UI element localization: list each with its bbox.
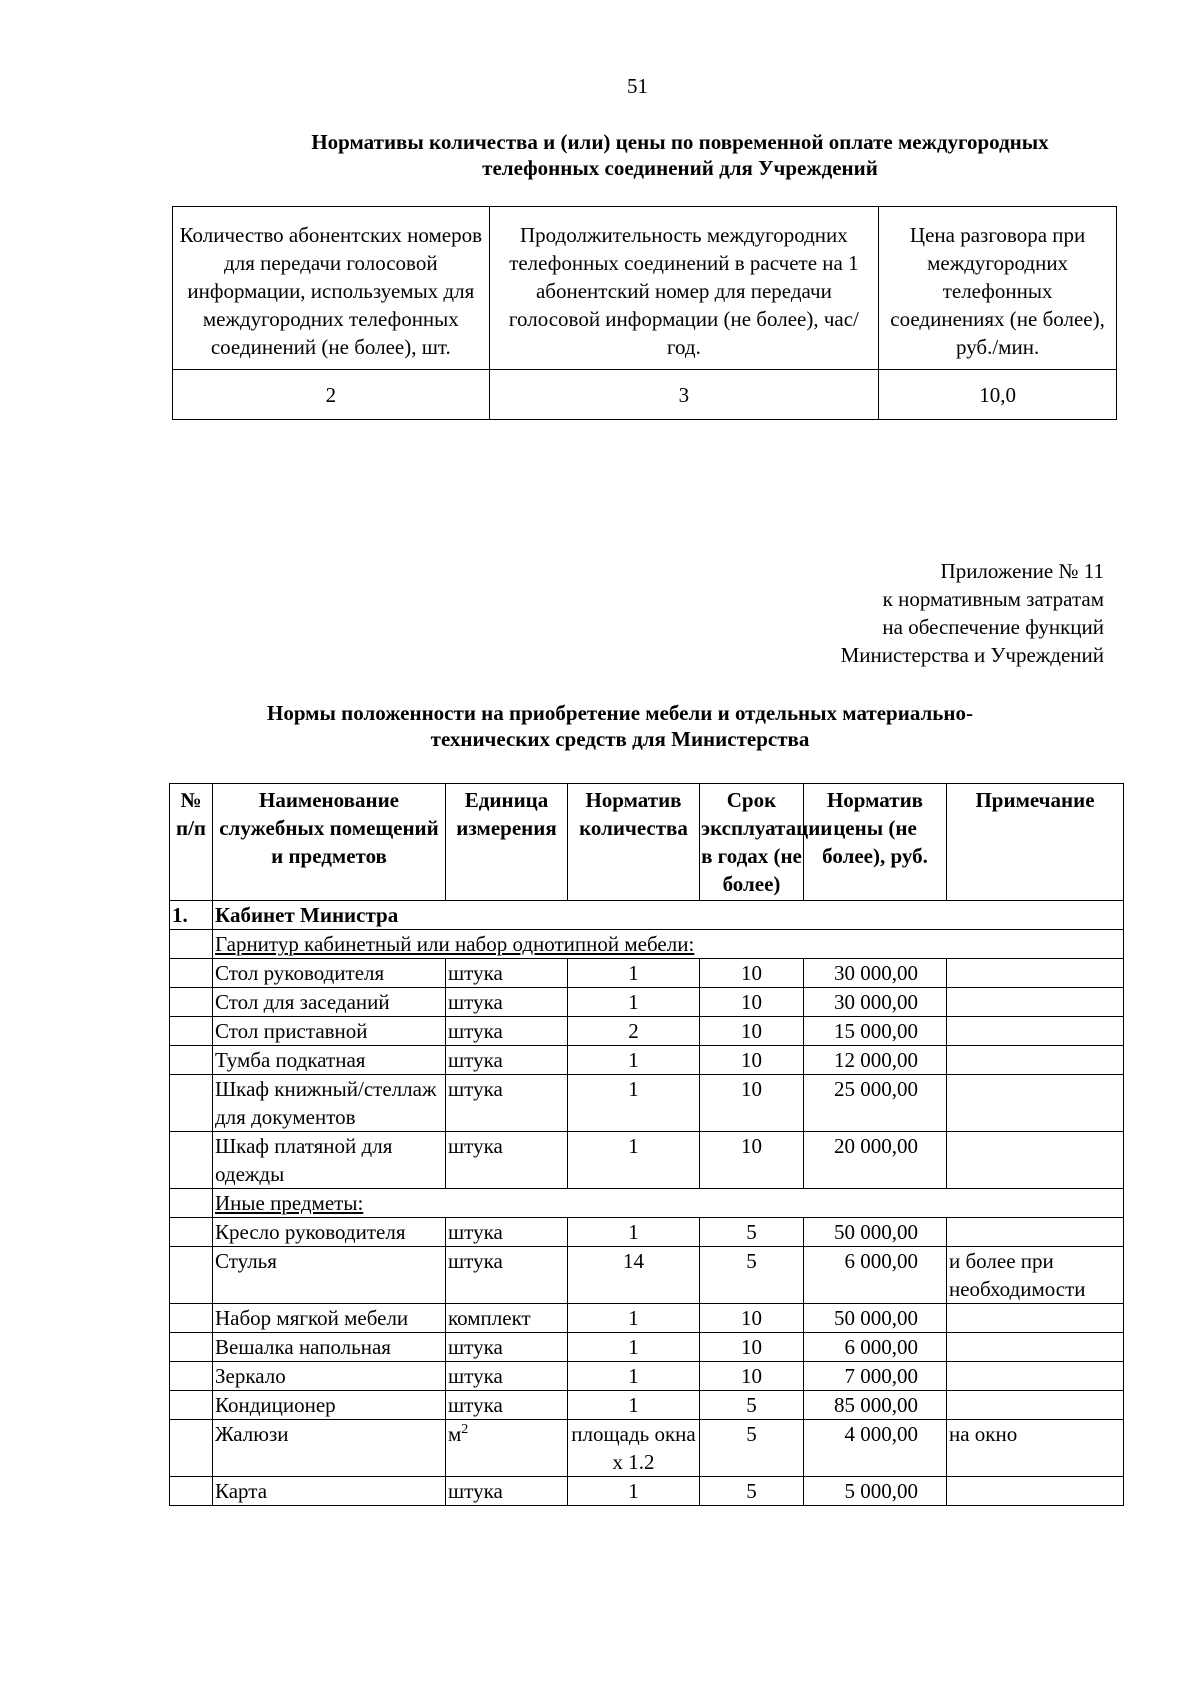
table-row [173, 370, 1117, 420]
cell-number [170, 1247, 213, 1304]
table-row [170, 959, 1124, 988]
cell-term: 10 [700, 959, 804, 988]
cell-note: и более при необходимости [947, 1247, 1124, 1304]
cell-unit: комплект [446, 1304, 568, 1333]
unit-text: м [448, 1422, 462, 1446]
cell-unit: штука [446, 1247, 568, 1304]
table-row [170, 1017, 1124, 1046]
cell-number [170, 1420, 213, 1477]
cell-quantity: 1 [568, 1075, 700, 1132]
cell-term: 5 [700, 1218, 804, 1247]
cell-note [947, 1046, 1124, 1075]
cell-price: 7 000,00 [804, 1362, 947, 1391]
table-header-row [173, 207, 1117, 370]
subheading-other-items: Иные предметы: [215, 1191, 364, 1215]
subheading-furniture-set: Гарнитур кабинетный или набор однотипной мебели: [215, 932, 695, 956]
cell-term: 10 [700, 1075, 804, 1132]
cell-unit: штука [446, 1391, 568, 1420]
cell-price: 4 000,00 [804, 1420, 947, 1477]
table-row [170, 1046, 1124, 1075]
cell-price: 6 000,00 [804, 1247, 947, 1304]
cell-name: Кресло руководителя [213, 1218, 446, 1247]
cell-note [947, 1304, 1124, 1333]
cell-duration: 3 [489, 370, 879, 420]
cell-number [170, 988, 213, 1017]
cell-quantity: 2 [568, 1017, 700, 1046]
cell-unit [446, 1420, 568, 1477]
cell-price: 25 000,00 [804, 1075, 947, 1132]
cell-quantity: 1 [568, 1218, 700, 1247]
cell-price: 10,0 [879, 370, 1117, 420]
cell-unit: штука [446, 1017, 568, 1046]
cell-number [170, 1304, 213, 1333]
header-price: Цена разговора при междугородних телефонных соединениях (не более), руб./мин. [879, 207, 1117, 370]
cell-price: 30 000,00 [804, 959, 947, 988]
cell-quantity: 1 [568, 1304, 700, 1333]
furniture-norms-table [169, 783, 1124, 1506]
cell-unit: штука [446, 1477, 568, 1506]
header-name: Наименование служебных помещений и предметов [213, 784, 446, 901]
cell-note: на окно [947, 1420, 1124, 1477]
cell-name: Карта [213, 1477, 446, 1506]
appendix-line: на обеспечение функций [882, 615, 1104, 639]
header-price: Норматив цены (не более), руб. [804, 784, 947, 901]
section-title-furniture [180, 700, 1060, 752]
cell-note [947, 1132, 1124, 1189]
table-row [170, 1218, 1124, 1247]
header-note: Примечание [947, 784, 1124, 901]
header-subscriber-count: Количество абонентских номеров для передачи голосовой информации, используемых для междугородних телефонных соединений (не более), шт. [173, 207, 490, 370]
cell-note [947, 1362, 1124, 1391]
cell-note [947, 1017, 1124, 1046]
cell-number [170, 1218, 213, 1247]
cell-unit: штука [446, 1132, 568, 1189]
cell-unit: штука [446, 988, 568, 1017]
cell-term: 10 [700, 988, 804, 1017]
cell-term: 10 [700, 1304, 804, 1333]
subheading-row [170, 1189, 1124, 1218]
cell-unit: штука [446, 1075, 568, 1132]
table-header-row [170, 784, 1124, 901]
cell-term: 5 [700, 1420, 804, 1477]
cell-name: Шкаф книжный/стеллаж для документов [213, 1075, 446, 1132]
cell-quantity: площадь окна х 1.2 [568, 1420, 700, 1477]
cell-unit: штука [446, 1046, 568, 1075]
cell-note [947, 1218, 1124, 1247]
appendix-line: Приложение № 11 [940, 559, 1104, 583]
cell-quantity: 1 [568, 1333, 700, 1362]
cell-quantity: 1 [568, 959, 700, 988]
cell-name: Тумба подкатная [213, 1046, 446, 1075]
cell-quantity: 1 [568, 1046, 700, 1075]
cell-number [170, 959, 213, 988]
cell-term: 10 [700, 1132, 804, 1189]
appendix-line: Министерства и Учреждений [840, 643, 1104, 667]
subheading-row [170, 930, 1124, 959]
table-row [170, 1247, 1124, 1304]
header-number: № п/п [170, 784, 213, 901]
cell-number [170, 1477, 213, 1506]
table-row [170, 1132, 1124, 1189]
header-quantity: Норматив количества [568, 784, 700, 901]
cell-name: Стол для заседаний [213, 988, 446, 1017]
cell-quantity: 1 [568, 1391, 700, 1420]
title-line: телефонных соединений для Учреждений [482, 156, 878, 180]
cell-subscriber-count: 2 [173, 370, 490, 420]
cell-term: 10 [700, 1333, 804, 1362]
table-row [170, 1391, 1124, 1420]
cell-unit: штука [446, 1218, 568, 1247]
group-number: 1. [170, 901, 213, 930]
cell-name: Зеркало [213, 1362, 446, 1391]
group-row [170, 901, 1124, 930]
cell-price: 5 000,00 [804, 1477, 947, 1506]
cell-price: 20 000,00 [804, 1132, 947, 1189]
cell-note [947, 1333, 1124, 1362]
cell-price: 12 000,00 [804, 1046, 947, 1075]
cell-number [170, 1391, 213, 1420]
cell-price: 50 000,00 [804, 1218, 947, 1247]
cell-name: Стулья [213, 1247, 446, 1304]
cell-number [170, 1132, 213, 1189]
cell-name: Шкаф платяной для одежды [213, 1132, 446, 1189]
appendix-reference [841, 557, 1104, 669]
cell-number [170, 1017, 213, 1046]
group-name: Кабинет Министра [213, 901, 1124, 930]
cell-price: 6 000,00 [804, 1333, 947, 1362]
cell-unit: штука [446, 1362, 568, 1391]
cell-note [947, 959, 1124, 988]
page-number: 51 [627, 74, 648, 98]
section-title-telephone [180, 129, 1180, 181]
cell-name: Набор мягкой мебели [213, 1304, 446, 1333]
cell-term: 10 [700, 1362, 804, 1391]
cell-unit: штука [446, 959, 568, 988]
cell-name: Стол приставной [213, 1017, 446, 1046]
cell-term: 10 [700, 1017, 804, 1046]
cell-name: Кондиционер [213, 1391, 446, 1420]
header-term: Срок эксплуатации в годах (не более) [700, 784, 804, 901]
cell-term: 5 [700, 1391, 804, 1420]
table-row [170, 1362, 1124, 1391]
cell-term: 10 [700, 1046, 804, 1075]
cell-quantity: 1 [568, 988, 700, 1017]
cell-quantity: 1 [568, 1132, 700, 1189]
table-row [170, 988, 1124, 1017]
title-line: Нормативы количества и (или) цены по повременной оплате междугородных [311, 130, 1049, 154]
cell-note [947, 1391, 1124, 1420]
cell-number [170, 1362, 213, 1391]
cell-price: 15 000,00 [804, 1017, 947, 1046]
cell-number [170, 1046, 213, 1075]
header-unit: Единица измерения [446, 784, 568, 901]
cell-term: 5 [700, 1247, 804, 1304]
title-line: Нормы положенности на приобретение мебели и отдельных материально- [266, 701, 973, 725]
cell-note [947, 1075, 1124, 1132]
table-row [170, 1333, 1124, 1362]
cell-price: 50 000,00 [804, 1304, 947, 1333]
table-row [170, 1075, 1124, 1132]
header-duration: Продолжительность междугородних телефонных соединений в расчете на 1 абонентский номер для передачи голосовой информации (не более), час/год. [489, 207, 879, 370]
cell-name: Жалюзи [213, 1420, 446, 1477]
cell-price: 30 000,00 [804, 988, 947, 1017]
table-row [170, 1420, 1124, 1477]
cell-term: 5 [700, 1477, 804, 1506]
table-row [170, 1304, 1124, 1333]
cell-quantity: 14 [568, 1247, 700, 1304]
unit-superscript: 2 [461, 1422, 469, 1437]
title-line: технических средств для Министерства [430, 727, 810, 751]
cell-note [947, 1477, 1124, 1506]
cell-quantity: 1 [568, 1477, 700, 1506]
cell-name: Вешалка напольная [213, 1333, 446, 1362]
cell-unit: штука [446, 1333, 568, 1362]
cell-quantity: 1 [568, 1362, 700, 1391]
table-row [170, 1477, 1124, 1506]
cell-name: Стол руководителя [213, 959, 446, 988]
telephone-norms-table [172, 206, 1117, 420]
appendix-line: к нормативным затратам [882, 587, 1104, 611]
cell-price: 85 000,00 [804, 1391, 947, 1420]
cell-note [947, 988, 1124, 1017]
cell-number [170, 1075, 213, 1132]
cell-number [170, 1333, 213, 1362]
